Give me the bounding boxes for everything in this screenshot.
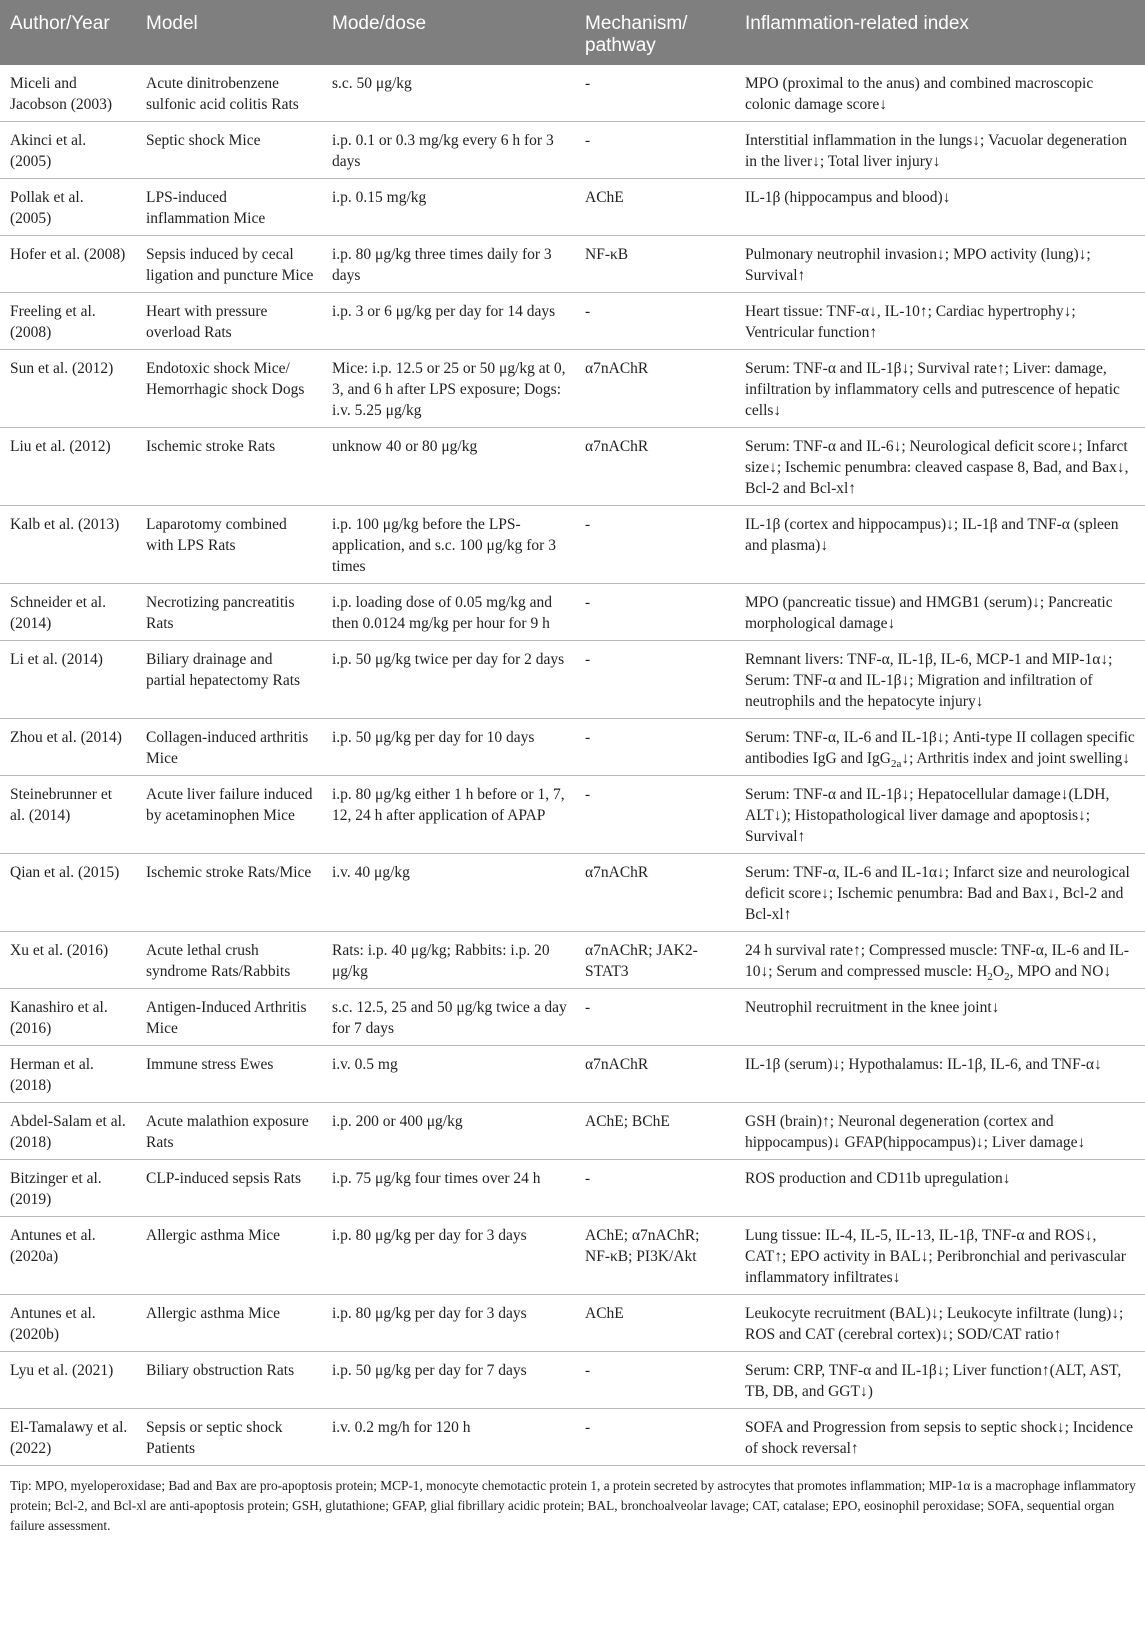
table-row — [0, 1352, 1145, 1409]
table-row — [0, 506, 1145, 584]
cell-author-year: Liu et al. (2012) — [0, 428, 136, 506]
cell-mechanism-pathway: - — [575, 776, 735, 854]
table-row — [0, 1295, 1145, 1352]
cell-model: Endotoxic shock Mice/ Hemorrhagic shock Dogs — [136, 350, 322, 428]
table-body — [0, 65, 1145, 1466]
cell-mode-dose: i.p. 0.15 mg/kg — [322, 179, 575, 236]
cell-model: Necrotizing pancreatitis Rats — [136, 584, 322, 641]
table-footnote: Tip: MPO, myeloperoxidase; Bad and Bax are pro-apoptosis protein; MCP-1, monocyte chemotactic protein 1, a protein secreted by astrocytes that promotes inflammation; MIP-1α is a macrophage inflammatory protein; Bcl-2, and Bcl-xl are anti-apoptosis protein; GSH, glutathione; GFAP, glial fibrillary acidic protein; BAL, bronchoalveolar lavage; CAT, catalase; EPO, eosinophil peroxidase; SOFA, sequential organ failure assessment. — [10, 1478, 1136, 1533]
cell-model: Septic shock Mice — [136, 122, 322, 179]
cell-author-year: Pollak et al. (2005) — [0, 179, 136, 236]
cell-author-year: Abdel-Salam et al. (2018) — [0, 1103, 136, 1160]
table-row — [0, 122, 1145, 179]
cell-mode-dose: i.v. 40 μg/kg — [322, 854, 575, 932]
cell-mechanism-pathway: α7nAChR — [575, 428, 735, 506]
table-row — [0, 1217, 1145, 1295]
cell-inflammation-index: Serum: CRP, TNF-α and IL-1β↓; Liver function↑(ALT, AST, TB, DB, and GGT↓) — [735, 1352, 1145, 1409]
cell-mode-dose: i.p. 50 μg/kg twice per day for 2 days — [322, 641, 575, 719]
cell-model: Acute dinitrobenzene sulfonic acid colitis Rats — [136, 65, 322, 122]
cell-author-year: Miceli and Jacobson (2003) — [0, 65, 136, 122]
cell-author-year: Akinci et al. (2005) — [0, 122, 136, 179]
cell-mode-dose: i.p. 0.1 or 0.3 mg/kg every 6 h for 3 days — [322, 122, 575, 179]
cell-mode-dose: i.v. 0.5 mg — [322, 1046, 575, 1103]
cell-mechanism-pathway: α7nAChR; JAK2-STAT3 — [575, 932, 735, 989]
cell-inflammation-index: Serum: TNF-α and IL-1β↓; Survival rate↑; Liver: damage, infiltration by inflammatory cells and putrescence of hepatic cells↓ — [735, 350, 1145, 428]
cell-author-year: Kanashiro et al. (2016) — [0, 989, 136, 1046]
table-row — [0, 1046, 1145, 1103]
cell-mechanism-pathway: AChE — [575, 179, 735, 236]
cell-model: Ischemic stroke Rats/Mice — [136, 854, 322, 932]
cell-author-year: Lyu et al. (2021) — [0, 1352, 136, 1409]
cell-model: Heart with pressure overload Rats — [136, 293, 322, 350]
cell-inflammation-index: GSH (brain)↑; Neuronal degeneration (cortex and hippocampus)↓ GFAP(hippocampus)↓; Liver damage↓ — [735, 1103, 1145, 1160]
cell-mechanism-pathway: α7nAChR — [575, 854, 735, 932]
cell-mode-dose: i.p. 80 μg/kg either 1 h before or 1, 7, 12, 24 h after application of APAP — [322, 776, 575, 854]
cell-mode-dose: i.p. 50 μg/kg per day for 10 days — [322, 719, 575, 776]
cell-model: Antigen-Induced Arthritis Mice — [136, 989, 322, 1046]
cell-mechanism-pathway: NF-κB — [575, 236, 735, 293]
table-row — [0, 179, 1145, 236]
cell-author-year: Steinebrunner et al. (2014) — [0, 776, 136, 854]
cell-mode-dose: i.p. 80 μg/kg three times daily for 3 days — [322, 236, 575, 293]
table-row — [0, 932, 1145, 989]
cell-inflammation-index: 24 h survival rate↑; Compressed muscle: TNF-α, IL-6 and IL-10↓; Serum and compressed muscle: $H_2O_2$, MPO and NO↓ — [735, 932, 1145, 989]
cell-mechanism-pathway: - — [575, 506, 735, 584]
cell-author-year: Qian et al. (2015) — [0, 854, 136, 932]
table-row — [0, 293, 1145, 350]
cell-mode-dose: Rats: i.p. 40 μg/kg; Rabbits: i.p. 20 μg/kg — [322, 932, 575, 989]
cell-inflammation-index: Neutrophil recruitment in the knee joint↓ — [735, 989, 1145, 1046]
table-row — [0, 236, 1145, 293]
cell-author-year: Herman et al. (2018) — [0, 1046, 136, 1103]
cell-model: Immune stress Ewes — [136, 1046, 322, 1103]
cell-inflammation-index: MPO (proximal to the anus) and combined macroscopic colonic damage score↓ — [735, 65, 1145, 122]
cell-mechanism-pathway: - — [575, 65, 735, 122]
cell-mode-dose: i.p. 100 μg/kg before the LPS-application, and s.c. 100 μg/kg for 3 times — [322, 506, 575, 584]
cell-author-year: Zhou et al. (2014) — [0, 719, 136, 776]
column-header-inflammation-index: Inflammation-related index — [735, 0, 1145, 65]
table-row — [0, 1409, 1145, 1466]
cell-mechanism-pathway: - — [575, 719, 735, 776]
cell-model: LPS-induced inflammation Mice — [136, 179, 322, 236]
cell-author-year: Kalb et al. (2013) — [0, 506, 136, 584]
cell-inflammation-index: Leukocyte recruitment (BAL)↓; Leukocyte infiltrate (lung)↓; ROS and CAT (cerebral cortex)↓; SOD/CAT ratio↑ — [735, 1295, 1145, 1352]
table-row — [0, 350, 1145, 428]
cell-mode-dose: s.c. 50 μg/kg — [322, 65, 575, 122]
cell-model: Acute malathion exposure Rats — [136, 1103, 322, 1160]
column-header-author-year: Author/Year — [0, 0, 136, 65]
table-row — [0, 1160, 1145, 1217]
cell-mechanism-pathway: - — [575, 641, 735, 719]
cell-mechanism-pathway: - — [575, 584, 735, 641]
cell-inflammation-index: Serum: TNF-α and IL-1β↓; Hepatocellular damage↓(LDH, ALT↓); Histopathological liver damage and apoptosis↓; Survival↑ — [735, 776, 1145, 854]
cell-inflammation-index: IL-1β (cortex and hippocampus)↓; IL-1β and TNF-α (spleen and plasma)↓ — [735, 506, 1145, 584]
cell-author-year: Freeling et al. (2008) — [0, 293, 136, 350]
cell-model: Sepsis induced by cecal ligation and puncture Mice — [136, 236, 322, 293]
cell-mode-dose: i.p. 75 μg/kg four times over 24 h — [322, 1160, 575, 1217]
cell-author-year: Li et al. (2014) — [0, 641, 136, 719]
cell-mode-dose: s.c. 12.5, 25 and 50 μg/kg twice a day for 7 days — [322, 989, 575, 1046]
cell-inflammation-index: Serum: TNF-α and IL-6↓; Neurological deficit score↓; Infarct size↓; Ischemic penumbra: cleaved caspase 8, Bad, and Bax↓, Bcl-2 and Bcl-xl↑ — [735, 428, 1145, 506]
cell-inflammation-index: Pulmonary neutrophil invasion↓; MPO activity (lung)↓; Survival↑ — [735, 236, 1145, 293]
cell-mechanism-pathway: AChE — [575, 1295, 735, 1352]
cell-author-year: Schneider et al. (2014) — [0, 584, 136, 641]
cell-mechanism-pathway: α7nAChR — [575, 1046, 735, 1103]
cell-model: Ischemic stroke Rats — [136, 428, 322, 506]
table-row — [0, 1103, 1145, 1160]
column-header-model: Model — [136, 0, 322, 65]
cell-model: Allergic asthma Mice — [136, 1217, 322, 1295]
table-row — [0, 776, 1145, 854]
column-header-mechanism-pathway: Mechanism/ pathway — [575, 0, 735, 65]
column-header-mode-dose: Mode/dose — [322, 0, 575, 65]
table-row — [0, 428, 1145, 506]
cell-mechanism-pathway: - — [575, 1160, 735, 1217]
cell-model: Acute liver failure induced by acetaminophen Mice — [136, 776, 322, 854]
table-row — [0, 65, 1145, 122]
cell-mode-dose: i.p. loading dose of 0.05 mg/kg and then 0.0124 mg/kg per hour for 9 h — [322, 584, 575, 641]
cell-mechanism-pathway: - — [575, 293, 735, 350]
header-row — [0, 0, 1145, 65]
cell-mode-dose: unknow 40 or 80 μg/kg — [322, 428, 575, 506]
cell-model: Acute lethal crush syndrome Rats/Rabbits — [136, 932, 322, 989]
table-row — [0, 584, 1145, 641]
cell-model: Allergic asthma Mice — [136, 1295, 322, 1352]
cell-mode-dose: i.p. 200 or 400 μg/kg — [322, 1103, 575, 1160]
cell-model: Laparotomy combined with LPS Rats — [136, 506, 322, 584]
cell-inflammation-index: Serum: TNF-α, IL-6 and IL-1α↓; Infarct size and neurological deficit score↓; Ischemic penumbra: Bad and Bax↓, Bcl-2 and Bcl-xl↑ — [735, 854, 1145, 932]
cell-author-year: Antunes et al. (2020b) — [0, 1295, 136, 1352]
cell-mode-dose: Mice: i.p. 12.5 or 25 or 50 μg/kg at 0, 3, and 6 h after LPS exposure; Dogs: i.v. 5.25 μg/kg — [322, 350, 575, 428]
cell-mechanism-pathway: - — [575, 1352, 735, 1409]
cell-mode-dose: i.p. 80 μg/kg per day for 3 days — [322, 1295, 575, 1352]
cell-inflammation-index: MPO (pancreatic tissue) and HMGB1 (serum)↓; Pancreatic morphological damage↓ — [735, 584, 1145, 641]
cell-author-year: Antunes et al. (2020a) — [0, 1217, 136, 1295]
cell-inflammation-index: IL-1β (hippocampus and blood)↓ — [735, 179, 1145, 236]
table-header — [0, 0, 1145, 65]
cell-inflammation-index: Heart tissue: TNF-α↓, IL-10↑; Cardiac hypertrophy↓; Ventricular function↑ — [735, 293, 1145, 350]
cell-mode-dose: i.p. 50 μg/kg per day for 7 days — [322, 1352, 575, 1409]
cell-mode-dose: i.p. 3 or 6 μg/kg per day for 14 days — [322, 293, 575, 350]
cell-model: Sepsis or septic shock Patients — [136, 1409, 322, 1466]
cell-author-year: Bitzinger et al. (2019) — [0, 1160, 136, 1217]
cell-mechanism-pathway: AChE; BChE — [575, 1103, 735, 1160]
cell-inflammation-index: SOFA and Progression from sepsis to septic shock↓; Incidence of shock reversal↑ — [735, 1409, 1145, 1466]
cell-author-year: Xu et al. (2016) — [0, 932, 136, 989]
cell-model: Collagen-induced arthritis Mice — [136, 719, 322, 776]
cell-author-year: Hofer et al. (2008) — [0, 236, 136, 293]
cell-mechanism-pathway: - — [575, 989, 735, 1046]
cell-mechanism-pathway: - — [575, 1409, 735, 1466]
cell-inflammation-index: Remnant livers: TNF-α, IL-1β, IL-6, MCP-1 and MIP-1α↓; Serum: TNF-α and IL-1β↓; Migration and infiltration of neutrophils and the hepatocyte injury↓ — [735, 641, 1145, 719]
cell-author-year: El-Tamalawy et al. (2022) — [0, 1409, 136, 1466]
cell-mode-dose: i.v. 0.2 mg/h for 120 h — [322, 1409, 575, 1466]
table-row — [0, 719, 1145, 776]
table-row — [0, 641, 1145, 719]
cell-mechanism-pathway: - — [575, 122, 735, 179]
cell-inflammation-index: Serum: TNF-α, IL-6 and IL-1β↓; Anti-type II collagen specific antibodies IgG and IgG$_{2a}$↓; Arthritis index and joint swelling↓ — [735, 719, 1145, 776]
cell-model: Biliary obstruction Rats — [136, 1352, 322, 1409]
table-row — [0, 989, 1145, 1046]
table-row — [0, 854, 1145, 932]
cell-mechanism-pathway: AChE; α7nAChR; NF-κB; PI3K/Akt — [575, 1217, 735, 1295]
cell-author-year: Sun et al. (2012) — [0, 350, 136, 428]
cell-inflammation-index: ROS production and CD11b upregulation↓ — [735, 1160, 1145, 1217]
cell-inflammation-index: IL-1β (serum)↓; Hypothalamus: IL-1β, IL-6, and TNF-α↓ — [735, 1046, 1145, 1103]
cell-model: CLP-induced sepsis Rats — [136, 1160, 322, 1217]
cell-inflammation-index: Lung tissue: IL-4, IL-5, IL-13, IL-1β, TNF-α and ROS↓, CAT↑; EPO activity in BAL↓; Peribronchial and perivascular inflammatory infiltrates↓ — [735, 1217, 1145, 1295]
cell-mode-dose: i.p. 80 μg/kg per day for 3 days — [322, 1217, 575, 1295]
cell-mechanism-pathway: α7nAChR — [575, 350, 735, 428]
cell-inflammation-index: Interstitial inflammation in the lungs↓; Vacuolar degeneration in the liver↓; Total liver injury↓ — [735, 122, 1145, 179]
cell-model: Biliary drainage and partial hepatectomy Rats — [136, 641, 322, 719]
